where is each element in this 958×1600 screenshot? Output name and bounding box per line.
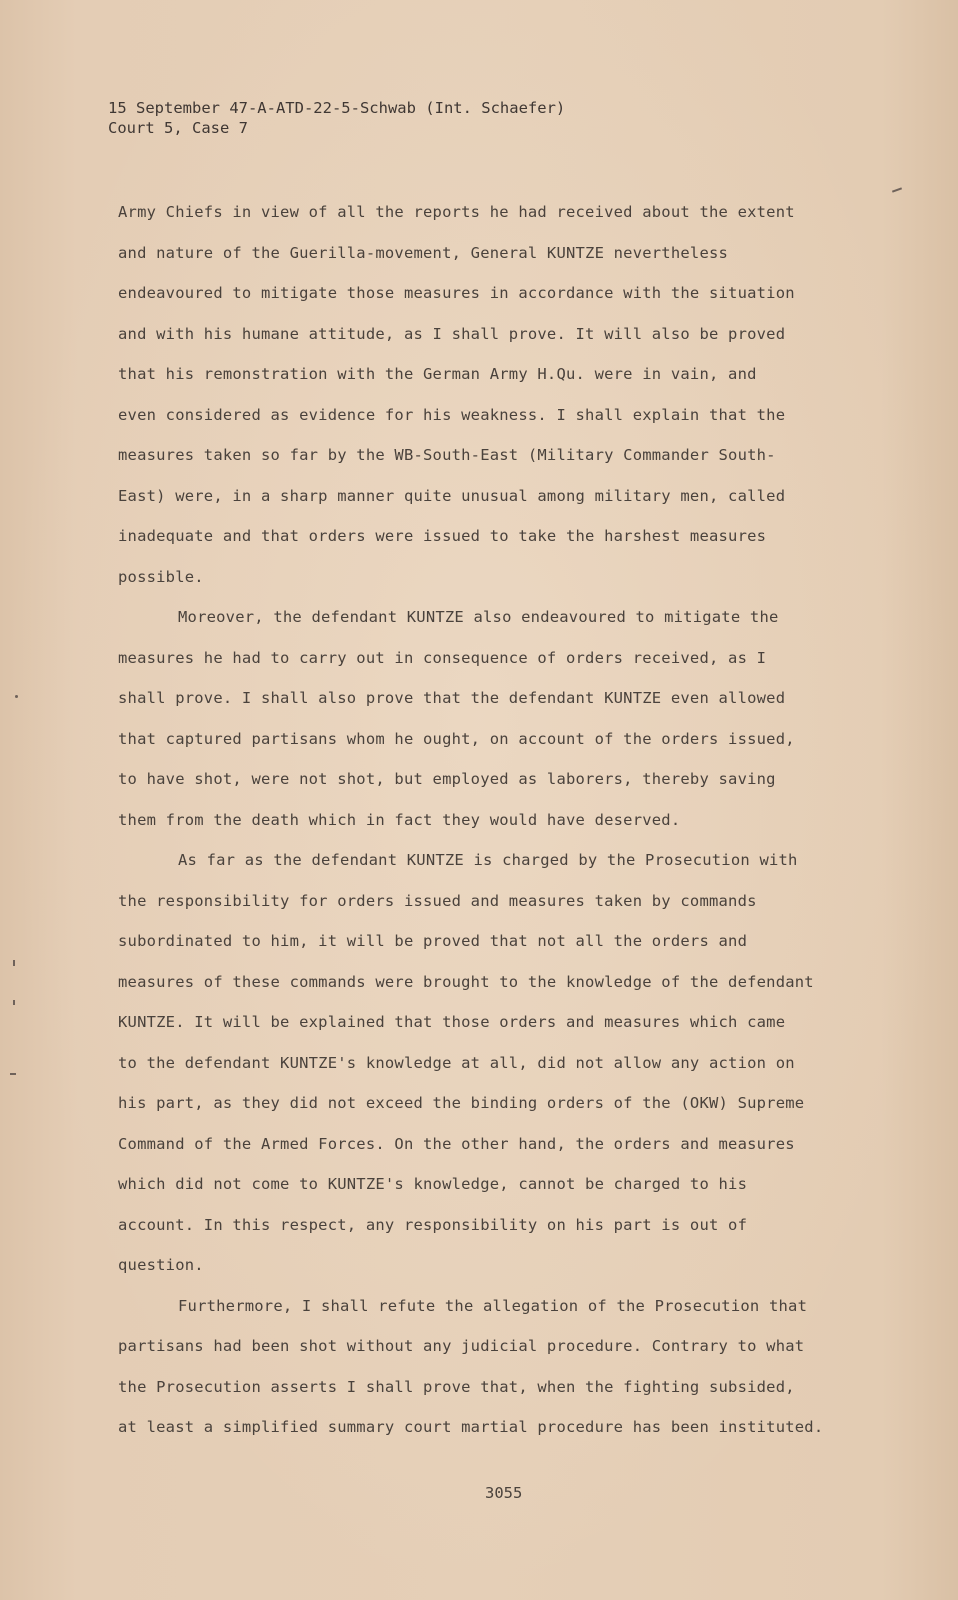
ink-speck [13,960,15,966]
header-line-2: Court 5, Case 7 [108,119,248,137]
document-body [118,192,878,1448]
text-line: partisans had been shot without any judicial procedure. Contrary to what [118,1337,805,1355]
text-line: that captured partisans whom he ought, on account of the orders issued, [118,729,795,748]
text-line: to the defendant KUNTZE's knowledge at all, did not allow any action on [118,1053,795,1072]
text-line: question. [118,1256,204,1274]
header-line-1: 15 September 47-A-ATD-22-5-Schwab (Int. Schaefer) [108,99,566,117]
text-line: possible. [118,567,204,586]
text-line: As far as the defendant KUNTZE is charged by the Prosecution with [178,851,798,869]
text-line: even considered as evidence for his weakness. I shall explain that the [118,405,786,424]
text-line: that his remonstration with the German Army H.Qu. were in vain, and [118,365,757,383]
paragraph-2 [118,597,878,840]
text-line: measures taken so far by the WB-South-East (Military Commander South- [118,446,776,464]
text-line: and with his humane attitude, as I shall prove. It will also be proved [118,324,786,343]
text-line: Command of the Armed Forces. On the other hand, the orders and measures [118,1134,795,1153]
paragraph-1 [118,192,878,597]
ink-speck [13,1000,15,1005]
text-line: the Prosecution asserts I shall prove that, when the fighting subsided, [118,1377,795,1396]
text-line: Army Chiefs in view of all the reports he had received about the extent [118,203,795,221]
text-line: them from the death which in fact they would have deserved. [118,810,681,829]
text-line: Furthermore, I shall refute the allegation of the Prosecution that [178,1296,808,1315]
text-line: inadequate and that orders were issued to take the harshest measures [118,527,767,545]
paragraph-3 [118,840,878,1286]
text-line: measures of these commands were brought to the knowledge of the defendant [118,972,814,991]
document-header [108,98,565,138]
text-line: to have shot, were not shot, but employed as laborers, thereby saving [118,770,776,788]
text-line: his part, as they did not exceed the binding orders of the (OKW) Supreme [118,1094,805,1112]
paragraph-4 [118,1286,878,1448]
text-line: and nature of the Guerilla-movement, General KUNTZE nevertheless [118,243,729,262]
text-line: shall prove. I shall also prove that the defendant KUNTZE even allowed [118,689,786,707]
text-line: account. In this respect, any responsibility on his part is out of [118,1215,748,1234]
page-number: 3055 [485,1484,523,1502]
text-line: at least a simplified summary court martial procedure has been instituted. [118,1418,824,1436]
text-line: subordinated to him, it will be proved that not all the orders and [118,932,748,950]
ink-speck [10,1073,16,1075]
text-line: East) were, in a sharp manner quite unusual among military men, called [118,486,786,505]
text-line: which did not come to KUNTZE's knowledge, cannot be charged to his [118,1175,748,1193]
ink-speck [15,695,18,698]
text-line: endeavoured to mitigate those measures in accordance with the situation [118,284,795,302]
text-line: KUNTZE. It will be explained that those orders and measures which came [118,1013,786,1031]
ink-speck [892,187,902,192]
text-line: Moreover, the defendant KUNTZE also endeavoured to mitigate the [178,608,779,626]
text-line: the responsibility for orders issued and measures taken by commands [118,891,757,910]
text-line: measures he had to carry out in consequence of orders received, as I [118,648,767,667]
